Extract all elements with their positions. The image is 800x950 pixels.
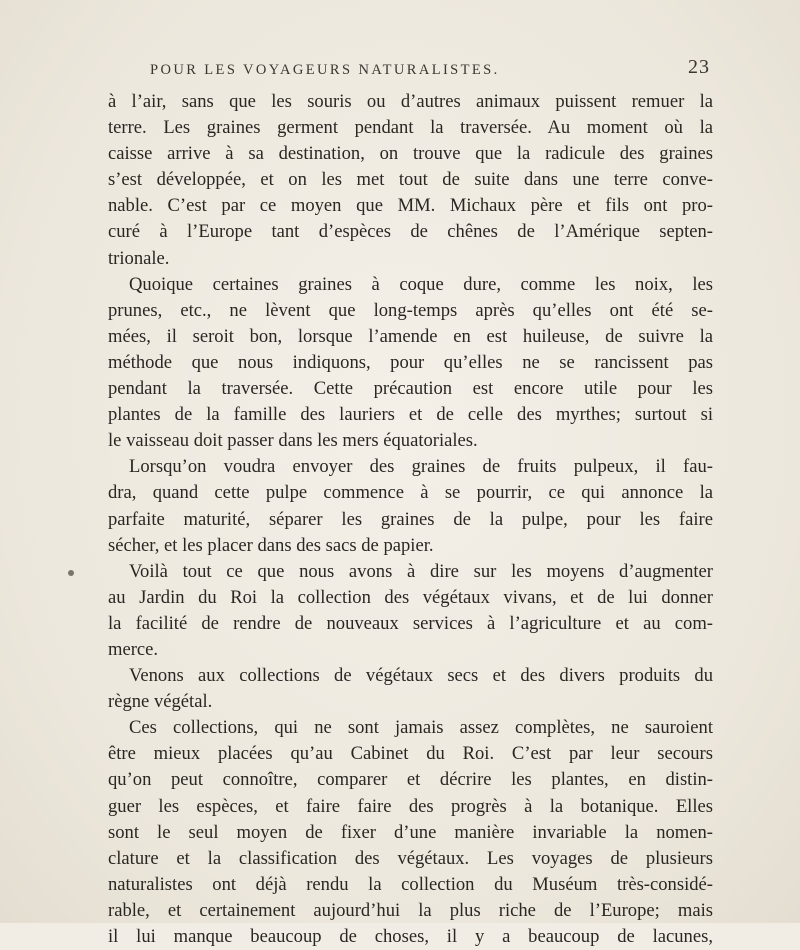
text-line: le vaisseau doit passer dans les mers équatoriales. (108, 430, 478, 452)
text-line: méthode que nous indiquons, pour qu’elles ne se rancissent pas (108, 351, 713, 373)
text-line: Quoique certaines graines à coque dure, comme les noix, les (129, 273, 713, 295)
text-line: Ces collections, qui ne sont jamais assez complètes, ne sauroient (129, 717, 713, 739)
running-head (150, 56, 710, 84)
text-line: Lorsqu’on voudra envoyer des graines de fruits pulpeux, il fau- (129, 456, 713, 478)
text-line: il lui manque beaucoup de choses, il y a beaucoup de lacunes, (108, 926, 713, 947)
text-line: curé à l’Europe tant d’espèces de chênes de l’Amérique septen- (108, 221, 713, 243)
page-number: 23 (688, 56, 710, 78)
running-title: POUR LES VOYAGEURS NATURALISTES. (150, 62, 500, 78)
text-line: Venons aux collections de végétaux secs et des divers produits du (129, 665, 713, 687)
text-line: mées, il seroit bon, lorsque l’amende en est huileuse, de suivre la (108, 325, 713, 347)
text-line: nable. C’est par ce moyen que MM. Michaux père et fils ont pro- (108, 195, 713, 217)
text-line: règne végétal. (108, 691, 213, 713)
text-line: qu’on peut connoître, comparer et décrire les plantes, en distin- (108, 769, 713, 791)
text-line: être mieux placées qu’au Cabinet du Roi. C’est par leur secours (108, 743, 713, 765)
body-text (108, 89, 713, 950)
text-line: clature et la classification des végétaux. Les voyages de plusieurs (108, 847, 713, 869)
text-line: terre. Les graines germent pendant la traversée. Au moment où la (108, 117, 713, 139)
text-line: plantes de la famille des lauriers et de celle des myrthes; surtout si (108, 404, 713, 426)
text-line: sécher, et les placer dans des sacs de papier. (108, 534, 434, 556)
text-line: sont le seul moyen de fixer d’une manière invariable la nomen- (108, 821, 713, 843)
text-line: au Jardin du Roi la collection des végétaux vivans, et de lui donner (108, 586, 713, 608)
text-line: pendant la traversée. Cette précaution est encore utile pour les (108, 378, 713, 400)
text-line: rable, et certainement aujourd’hui la plus riche de l’Europe; mais (108, 899, 713, 921)
text-line: à l’air, sans que les souris ou d’autres animaux puissent remuer la (108, 91, 713, 112)
text-line: dra, quand cette pulpe commence à se pourrir, ce qui annonce la (108, 482, 713, 504)
text-line: s’est développée, et on les met tout de suite dans une terre conve- (108, 169, 713, 191)
margin-ink-spot (68, 570, 74, 576)
text-line: naturalistes ont déjà rendu la collection du Muséum très-considé- (108, 873, 713, 895)
text-line: guer les espèces, et faire faire des progrès à la botanique. Elles (108, 795, 713, 817)
text-line: prunes, etc., ne lèvent que long-temps après qu’elles ont été se- (108, 299, 713, 321)
text-line: merce. (108, 638, 159, 660)
text-line: parfaite maturité, séparer les graines de la pulpe, pour les faire (108, 508, 713, 530)
text-line: trionale. (108, 247, 170, 269)
text-line: Voilà tout ce que nous avons à dire sur les moyens d’augmenter (129, 560, 713, 582)
text-line: la facilité de rendre de nouveaux services à l’agriculture et au com- (108, 612, 713, 634)
text-line: caisse arrive à sa destination, on trouve que la radicule des graines (108, 143, 713, 165)
